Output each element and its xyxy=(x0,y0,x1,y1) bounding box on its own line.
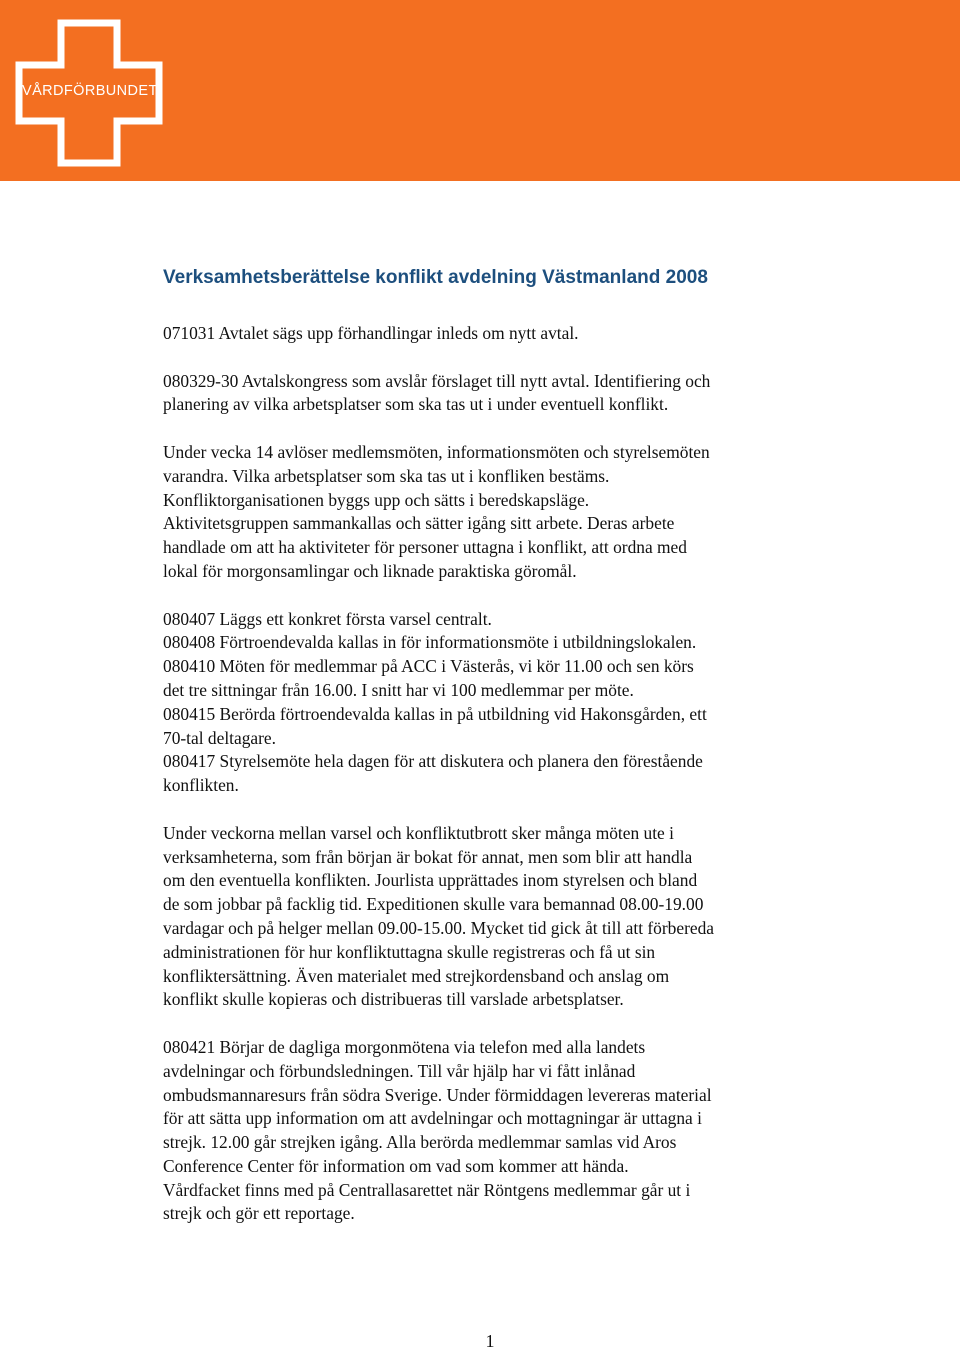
text-line: planering av vilka arbetsplatser som ska tas ut i under eventuell konflikt. xyxy=(163,394,669,415)
text-line: Konfliktorganisationen byggs upp och sätts i beredskapsläge. xyxy=(163,489,590,510)
text-line: administrationen för hur konfliktuttagna skulle registreras och få ut sin xyxy=(163,941,656,962)
document-title: Verksamhetsberättelse konflikt avdelning Västmanland 2008 xyxy=(163,267,708,288)
paragraph xyxy=(163,608,843,798)
text-line: Aktivitetsgruppen sammankallas och sätter igång sitt arbete. Deras arbete xyxy=(163,513,675,534)
text-line: avdelningar och förbundsledningen. Till vår hjälp har vi fått inlånad xyxy=(163,1060,636,1081)
text-line: konflikt skulle kopieras och distribueras till varslade arbetsplatser. xyxy=(163,989,624,1010)
text-line: verksamheterna, som från början är bokat för annat, men som blir att handla xyxy=(163,846,693,867)
document-body xyxy=(163,322,843,1250)
text-line: ombudsmannaresurs från södra Sverige. Under förmiddagen levereras material xyxy=(163,1084,712,1105)
text-line: 080329-30 Avtalskongress som avslår förslaget till nytt avtal. Identifiering och xyxy=(163,370,711,391)
text-line: vardagar och på helger mellan 09.00-15.00. Mycket tid gick åt till att förbereda xyxy=(163,917,714,938)
text-line: handlade om att ha aktiviteter för personer uttagna i konflikt, att ordna med xyxy=(163,537,687,558)
page-number: 1 xyxy=(485,1331,495,1351)
text-line: 080410 Möten för medlemmar på ACC i Västerås, vi kör 11.00 och sen körs xyxy=(163,656,694,677)
text-line: Under vecka 14 avlöser medlemsmöten, informationsmöten och styrelsemöten xyxy=(163,441,710,462)
brand-logo-text: VÅRDFÖRBUNDET xyxy=(22,83,158,99)
text-line: Conference Center för information om vad som kommer att hända. xyxy=(163,1155,629,1176)
paragraph xyxy=(163,370,843,418)
text-line: 080407 Läggs ett konkret första varsel centralt. xyxy=(163,608,492,629)
text-line: strejk. 12.00 går strejken igång. Alla berörda medlemmar samlas vid Aros xyxy=(163,1132,677,1153)
text-line: lokal för morgonsamlingar och liknade paraktiska göromål. xyxy=(163,560,577,581)
text-line: 080421 Börjar de dagliga morgonmötena via telefon med alla landets xyxy=(163,1036,646,1057)
header-banner xyxy=(0,0,960,181)
text-line: 080415 Berörda förtroendevalda kallas in på utbildning vid Hakonsgården, ett xyxy=(163,703,707,724)
text-line: 071031 Avtalet sägs upp förhandlingar inleds om nytt avtal. xyxy=(163,323,579,343)
text-line: Vårdfacket finns med på Centrallasarettet när Röntgens medlemmar går ut i xyxy=(163,1179,691,1200)
text-line: varandra. Vilka arbetsplatser som ska tas ut i konfliken bestäms. xyxy=(163,465,610,486)
text-line: om den eventuella konflikten. Jourlista upprättades inom styrelsen och bland xyxy=(163,870,698,891)
text-line: det tre sittningar från 16.00. I snitt har vi 100 medlemmar per möte. xyxy=(163,679,634,700)
paragraph xyxy=(163,822,843,1012)
text-line: 70-tal deltagare. xyxy=(163,727,276,748)
text-line: 080408 Förtroendevalda kallas in för informationsmöte i utbildningslokalen. xyxy=(163,632,697,653)
text-line: strejk och gör ett reportage. xyxy=(163,1203,355,1224)
text-line: för att sätta upp information om att avdelningar och mottagningar är uttagna i xyxy=(163,1108,702,1129)
text-line: 080417 Styrelsemöte hela dagen för att diskutera och planera den förestående xyxy=(163,751,703,772)
text-line: de som jobbar på facklig tid. Expeditionen skulle vara bemannad 08.00-19.00 xyxy=(163,894,704,915)
text-line: konflikten. xyxy=(163,775,239,796)
paragraph xyxy=(163,441,843,584)
paragraph xyxy=(163,322,843,346)
text-line: Under veckorna mellan varsel och konfliktutbrott sker många möten ute i xyxy=(163,822,674,843)
text-line: konfliktersättning. Även materialet med strejkordensband och anslag om xyxy=(163,965,670,986)
paragraph xyxy=(163,1036,843,1226)
